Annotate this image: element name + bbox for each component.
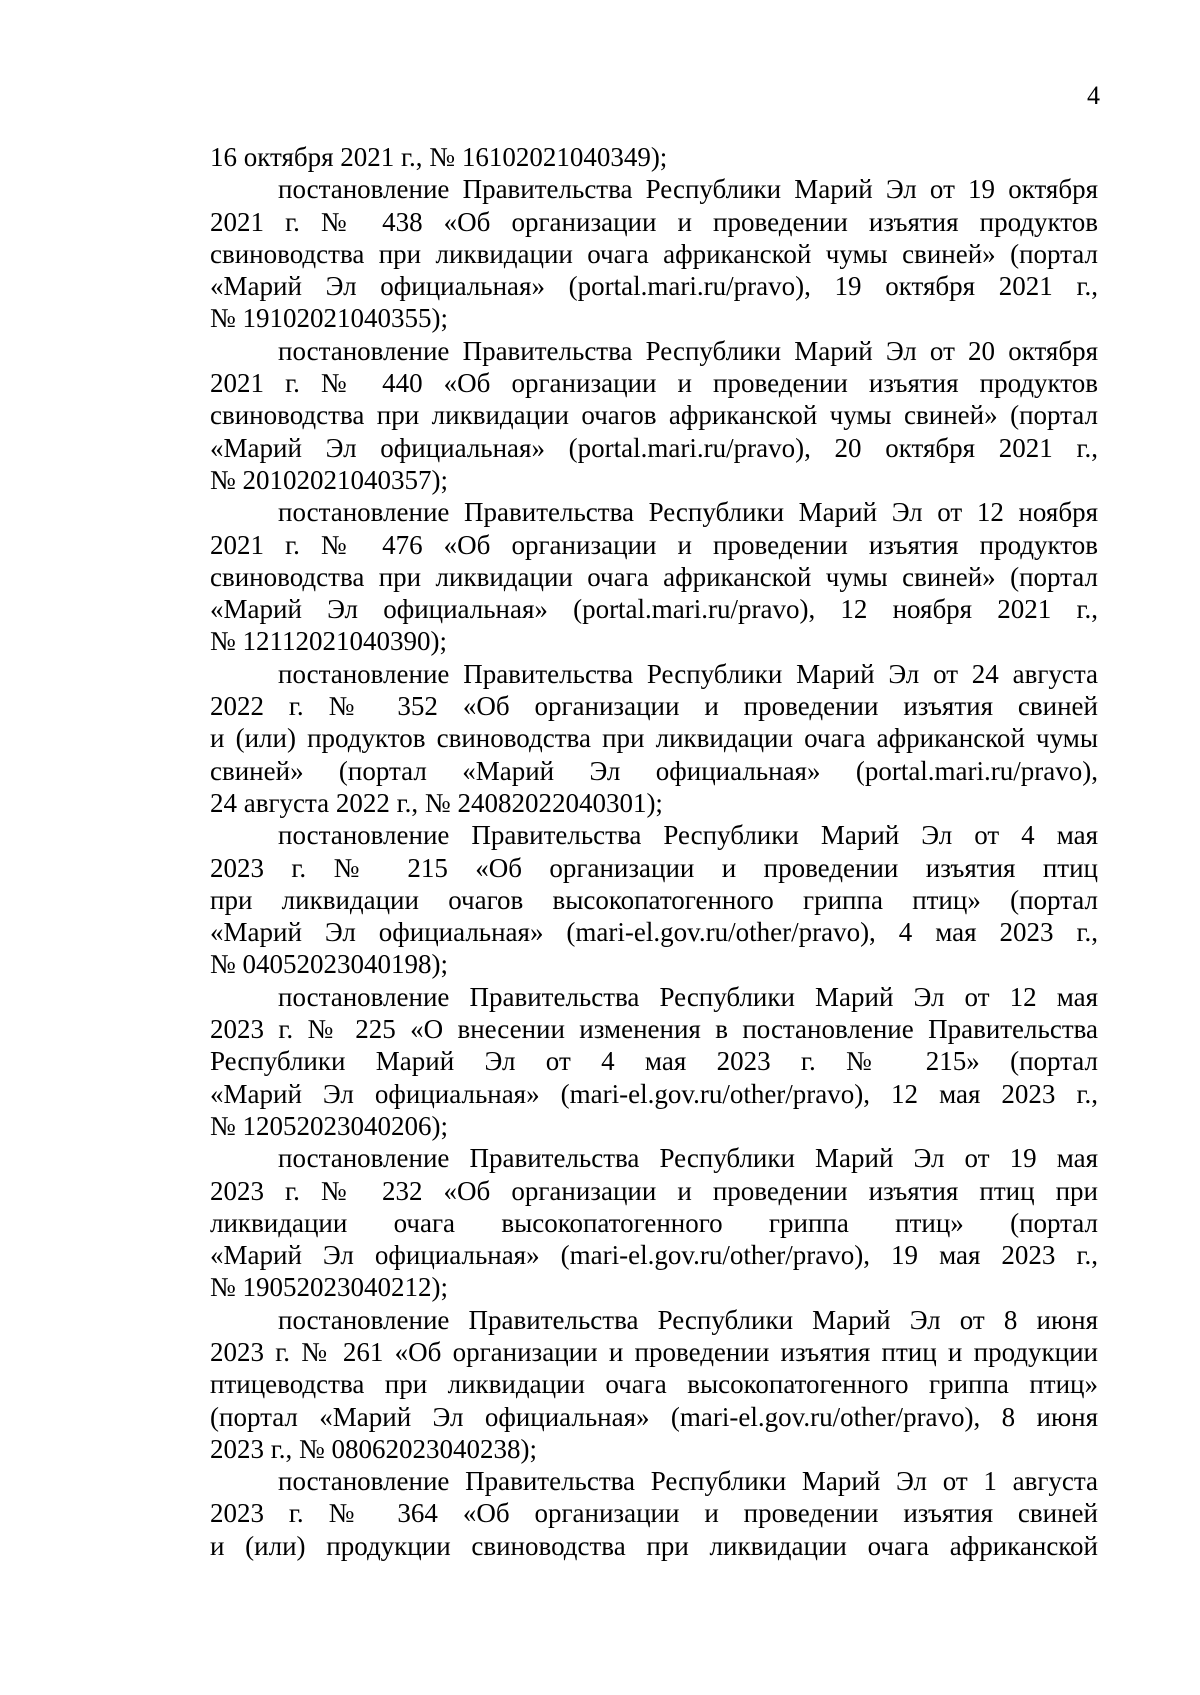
text-line: 2021 г. № 438 «Об организации и проведении изъятия продуктов	[210, 206, 1098, 237]
text-line: свиней» (портал «Марий Эл официальная» (portal.mari.ru/pravo),	[210, 755, 1098, 786]
text-line: постановление Правительства Республики Марий Эл от 8 июня	[278, 1304, 1098, 1335]
text-line: постановление Правительства Республики Марий Эл от 1 августа	[278, 1466, 1098, 1497]
text-line: и (или) продукции свиноводства при ликвидации очага африканской	[210, 1530, 1098, 1561]
text-line: ликвидации очага высокопатогенного гриппа птиц» (портал	[210, 1207, 1098, 1238]
text-line: птицеводства при ликвидации очага высокопатогенного гриппа птиц»	[210, 1369, 1098, 1400]
text-line: (портал «Марий Эл официальная» (mari-el.gov.ru/other/pravo), 8 июня	[210, 1401, 1098, 1432]
text-line: и (или) продуктов свиноводства при ликвидации очага африканской чумы	[210, 723, 1098, 754]
text-line: № 12112021040390);	[210, 626, 448, 657]
text-line: «Марий Эл официальная» (portal.mari.ru/pravo), 12 ноября 2021 г.,	[210, 594, 1098, 625]
page-number: 4	[1087, 81, 1100, 110]
text-line: 2023 г., № 08062023040238);	[210, 1433, 538, 1464]
text-line: 16 октября 2021 г., № 16102021040349);	[210, 142, 668, 172]
text-line: «Марий Эл официальная» (mari-el.gov.ru/other/pravo), 19 мая 2023 г.,	[210, 1240, 1098, 1271]
text-line: № 04052023040198);	[210, 949, 449, 980]
text-line: постановление Правительства Республики Марий Эл от 19 октября	[278, 174, 1098, 205]
text-line: «Марий Эл официальная» (portal.mari.ru/pravo), 20 октября 2021 г.,	[210, 432, 1098, 463]
text-line: № 19052023040212);	[210, 1272, 449, 1303]
text-line: 2023 г. № 261 «Об организации и проведении изъятия птиц и продукции	[210, 1336, 1098, 1367]
text-line: № 20102021040357);	[210, 464, 449, 495]
text-line: 2023 г. № 232 «Об организации и проведении изъятия птиц при	[210, 1175, 1098, 1206]
text-line: № 12052023040206);	[210, 1110, 449, 1141]
text-line: «Марий Эл официальная» (portal.mari.ru/pravo), 19 октября 2021 г.,	[210, 271, 1098, 302]
text-line: 2023 г. № 364 «Об организации и проведении изъятия свиней	[210, 1498, 1098, 1529]
text-line: свиноводства при ликвидации очагов африканской чумы свиней» (портал	[210, 400, 1098, 431]
text-line: постановление Правительства Республики Марий Эл от 12 ноября	[278, 497, 1098, 528]
text-line: 2022 г. № 352 «Об организации и проведении изъятия свиней	[210, 691, 1098, 722]
text-line: 2021 г. № 440 «Об организации и проведении изъятия продуктов	[210, 368, 1098, 399]
text-line: при ликвидации очагов высокопатогенного гриппа птиц» (портал	[210, 884, 1098, 915]
text-line: 2023 г. № 225 «О внесении изменения в постановление Правительства	[210, 1014, 1098, 1045]
text-line: «Марий Эл официальная» (mari-el.gov.ru/other/pravo), 12 мая 2023 г.,	[210, 1078, 1098, 1109]
text-line: постановление Правительства Республики Марий Эл от 4 мая	[278, 820, 1098, 851]
text-line: свиноводства при ликвидации очага африканской чумы свиней» (портал	[210, 238, 1098, 269]
text-line: постановление Правительства Республики Марий Эл от 12 мая	[278, 981, 1098, 1012]
text-line: № 19102021040355);	[210, 303, 449, 334]
document-body	[210, 141, 1098, 1562]
text-line: постановление Правительства Республики Марий Эл от 20 октября	[278, 335, 1098, 366]
text-line: «Марий Эл официальная» (mari-el.gov.ru/other/pravo), 4 мая 2023 г.,	[210, 917, 1098, 948]
text-line: постановление Правительства Республики Марий Эл от 19 мая	[278, 1143, 1098, 1174]
text-line: 24 августа 2022 г., № 24082022040301);	[210, 787, 663, 818]
text-line: постановление Правительства Республики Марий Эл от 24 августа	[278, 658, 1098, 689]
text-line: свиноводства при ликвидации очага африканской чумы свиней» (портал	[210, 561, 1098, 592]
text-line: 2021 г. № 476 «Об организации и проведении изъятия продуктов	[210, 529, 1098, 560]
text-line: 2023 г. № 215 «Об организации и проведении изъятия птиц	[210, 852, 1098, 883]
text-line: Республики Марий Эл от 4 мая 2023 г. № 215» (портал	[210, 1046, 1098, 1077]
